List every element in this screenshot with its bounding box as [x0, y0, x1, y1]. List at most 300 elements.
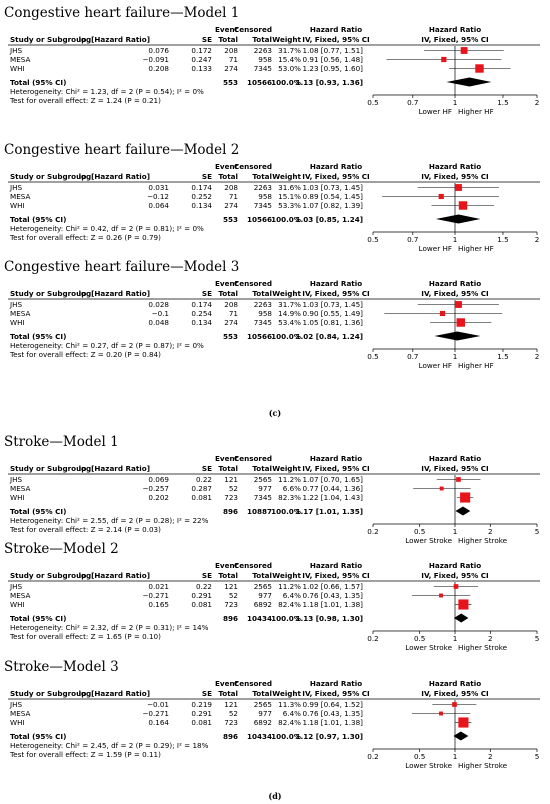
header-study: Study or Subgroup	[10, 689, 87, 698]
se-value: 0.081	[191, 718, 212, 727]
panel-title: Congestive heart failure—Model 1	[4, 5, 240, 21]
axis-left-label: Lower HF	[418, 107, 452, 116]
censored-total: 977	[258, 484, 272, 493]
se-value: 0.172	[191, 46, 212, 55]
header-event-total: Total	[218, 464, 238, 473]
hr-ci-text: 1.18 [1.01, 1.38]	[302, 718, 363, 727]
censored-total: 958	[258, 192, 272, 201]
forest-panel	[4, 434, 540, 545]
x-tick-label: 1	[452, 527, 458, 536]
study-name: JHS	[10, 475, 23, 484]
event-total: 208	[224, 46, 238, 55]
study-name: JHS	[10, 300, 23, 309]
total-label: Total (95% CI)	[10, 78, 67, 87]
x-tick-label: 2	[488, 527, 493, 536]
total-censored: 10566	[246, 78, 272, 87]
x-tick-label: 0.5	[413, 634, 426, 643]
overall-effect-text: Test for overall effect: Z = 1.24 (P = 0.21)	[10, 96, 161, 105]
se-value: 0.081	[191, 493, 212, 502]
hr-ci-text: 1.07 [0.70, 1.65]	[302, 475, 363, 484]
study-marker	[460, 492, 470, 502]
header-se: SE	[201, 571, 212, 580]
heterogeneity-text: Heterogeneity: Chi² = 2.55, df = 2 (P = 0.28); I² = 22%	[10, 516, 209, 525]
heterogeneity-text: Heterogeneity: Chi² = 2.32, df = 2 (P = 0.31); I² = 14%	[10, 623, 209, 632]
header-log-hr: log[Hazard Ratio]	[78, 35, 150, 44]
log-hr-value: 0.165	[148, 600, 169, 609]
log-hr-value: −0.1	[151, 309, 169, 318]
study-name: MESA	[10, 192, 31, 201]
weight-value: 11.2%	[278, 475, 301, 484]
overall-effect-text: Test for overall effect: Z = 0.20 (P = 0.84)	[10, 350, 161, 359]
x-tick-label: 2	[488, 752, 493, 761]
se-value: 0.22	[195, 582, 212, 591]
weight-value: 6.6%	[282, 484, 301, 493]
event-total: 208	[224, 183, 238, 192]
study-marker	[441, 57, 446, 62]
hr-ci-text: 0.76 [0.43, 1.35]	[302, 709, 363, 718]
header-weight: Weight	[272, 172, 301, 181]
hr-ci-text: 1.22 [1.04, 1.43]	[302, 493, 363, 502]
hr-ci-text: 1.05 [0.81, 1.36]	[302, 318, 363, 327]
weight-value: 6.4%	[282, 709, 301, 718]
header-censored-label: Censored	[233, 162, 272, 171]
total-censored: 10566	[246, 332, 272, 341]
study-marker	[455, 184, 462, 191]
header-log-hr: log[Hazard Ratio]	[78, 689, 150, 698]
total-diamond	[436, 215, 481, 224]
header-plot-method: IV, Fixed, 95% CI	[421, 689, 489, 698]
axis-left-label: Lower Stroke	[405, 643, 452, 652]
x-tick-label: 1	[452, 98, 458, 107]
censored-total: 977	[258, 709, 272, 718]
header-event-label: Event	[214, 454, 238, 463]
heterogeneity-text: Heterogeneity: Chi² = 1.23, df = 2 (P = 0.54); I² = 0%	[10, 87, 204, 96]
se-value: 0.291	[191, 709, 212, 718]
event-total: 121	[224, 582, 238, 591]
event-total: 52	[228, 591, 238, 600]
panel-title: Congestive heart failure—Model 3	[4, 259, 240, 275]
header-event-total: Total	[218, 289, 238, 298]
header-censored-label: Censored	[233, 279, 272, 288]
hr-ci-text: 0.99 [0.64, 1.52]	[302, 700, 363, 709]
heterogeneity-text: Heterogeneity: Chi² = 2.45, df = 2 (P = 0.29); I² = 18%	[10, 741, 209, 750]
event-total: 274	[224, 201, 238, 210]
header-weight: Weight	[272, 35, 301, 44]
hr-ci-text: 1.18 [1.01, 1.38]	[302, 600, 363, 609]
weight-value: 82.3%	[278, 493, 301, 502]
total-event: 553	[222, 78, 238, 87]
study-marker	[456, 477, 461, 482]
study-name: MESA	[10, 591, 31, 600]
header-censored-total: Total	[252, 289, 272, 298]
censored-total: 2263	[253, 183, 272, 192]
study-marker	[455, 301, 462, 308]
study-marker	[439, 594, 443, 598]
header-study: Study or Subgroup	[10, 571, 87, 580]
total-hr-ci: 1.03 [0.85, 1.24]	[295, 215, 363, 224]
header-study: Study or Subgroup	[10, 35, 87, 44]
total-diamond	[446, 78, 491, 87]
total-label: Total (95% CI)	[10, 614, 67, 623]
total-hr-ci: 1.12 [0.97, 1.30]	[295, 732, 363, 741]
weight-value: 14.9%	[278, 309, 301, 318]
x-tick-label: 1.5	[497, 352, 509, 361]
x-tick-label: 0.5	[413, 527, 426, 536]
total-diamond	[456, 507, 471, 516]
x-tick-label: 2	[534, 98, 540, 107]
study-name: WHI	[10, 718, 25, 727]
event-total: 121	[224, 700, 238, 709]
header-study: Study or Subgroup	[10, 464, 87, 473]
hr-ci-text: 1.08 [0.77, 1.51]	[302, 46, 363, 55]
total-hr-ci: 1.02 [0.84, 1.24]	[295, 332, 363, 341]
header-event-total: Total	[218, 571, 238, 580]
censored-total: 7345	[253, 201, 272, 210]
header-weight: Weight	[272, 289, 301, 298]
header-event-label: Event	[214, 25, 238, 34]
se-value: 0.134	[191, 318, 212, 327]
event-total: 274	[224, 64, 238, 73]
log-hr-value: 0.076	[148, 46, 169, 55]
header-plot-hazard-ratio: Hazard Ratio	[428, 279, 482, 288]
event-total: 723	[224, 600, 238, 609]
axis-left-label: Lower Stroke	[405, 536, 452, 545]
x-tick-label: 0.2	[367, 527, 379, 536]
x-tick-label: 2	[488, 634, 493, 643]
total-label: Total (95% CI)	[10, 215, 67, 224]
header-plot-method: IV, Fixed, 95% CI	[421, 289, 489, 298]
x-tick-label: 0.5	[367, 235, 379, 244]
se-value: 0.252	[191, 192, 212, 201]
axis-left-label: Lower HF	[418, 361, 452, 370]
event-total: 723	[224, 718, 238, 727]
se-value: 0.081	[191, 600, 212, 609]
total-event: 553	[222, 215, 238, 224]
hr-ci-text: 0.89 [0.54, 1.45]	[302, 192, 363, 201]
study-marker	[475, 64, 483, 72]
header-hazard-ratio: Hazard Ratio	[309, 679, 363, 688]
log-hr-value: 0.048	[148, 318, 169, 327]
axis-right-label: Higher Stroke	[458, 643, 508, 652]
log-hr-value: 0.028	[148, 300, 169, 309]
weight-value: 31.7%	[278, 46, 301, 55]
censored-total: 7345	[253, 64, 272, 73]
header-log-hr: log[Hazard Ratio]	[78, 464, 150, 473]
x-tick-label: 1.5	[497, 235, 509, 244]
header-event-total: Total	[218, 689, 238, 698]
weight-value: 31.7%	[278, 300, 301, 309]
header-study: Study or Subgroup	[10, 289, 87, 298]
header-hazard-ratio: Hazard Ratio	[309, 561, 363, 570]
censored-total: 958	[258, 309, 272, 318]
axis-right-label: Higher Stroke	[458, 536, 508, 545]
hr-ci-text: 1.07 [0.82, 1.39]	[302, 201, 363, 210]
se-value: 0.254	[191, 309, 212, 318]
censored-total: 2565	[253, 582, 272, 591]
weight-value: 6.4%	[282, 591, 301, 600]
x-tick-label: 5	[534, 634, 540, 643]
header-weight: Weight	[272, 464, 301, 473]
header-log-hr: log[Hazard Ratio]	[78, 289, 150, 298]
censored-total: 6892	[253, 600, 272, 609]
se-value: 0.22	[195, 475, 212, 484]
log-hr-value: 0.208	[148, 64, 169, 73]
overall-effect-text: Test for overall effect: Z = 1.65 (P = 0.10)	[10, 632, 161, 641]
header-event-total: Total	[218, 172, 238, 181]
hr-ci-text: 1.23 [0.95, 1.60]	[302, 64, 363, 73]
study-name: WHI	[10, 318, 25, 327]
log-hr-value: 0.064	[148, 201, 169, 210]
forest-panel	[4, 541, 540, 652]
study-name: MESA	[10, 709, 31, 718]
censored-total: 7345	[253, 318, 272, 327]
weight-value: 82.4%	[278, 718, 301, 727]
hr-ci-text: 0.91 [0.56, 1.48]	[302, 55, 363, 64]
study-name: WHI	[10, 201, 25, 210]
panel-title: Congestive heart failure—Model 2	[4, 142, 240, 158]
x-tick-label: 1	[452, 352, 458, 361]
total-label: Total (95% CI)	[10, 332, 67, 341]
x-tick-label: 1	[452, 235, 458, 244]
study-name: WHI	[10, 493, 25, 502]
event-total: 71	[228, 309, 238, 318]
header-event-label: Event	[214, 679, 238, 688]
weight-value: 53.3%	[278, 201, 301, 210]
header-plot-method: IV, Fixed, 95% CI	[421, 464, 489, 473]
total-weight: 100.0%	[271, 215, 301, 224]
total-weight: 100.0%	[271, 332, 301, 341]
total-hr-ci: 1.13 [0.93, 1.36]	[295, 78, 363, 87]
x-tick-label: 0.2	[367, 752, 379, 761]
log-hr-value: −0.257	[142, 484, 169, 493]
weight-value: 15.4%	[278, 55, 301, 64]
study-name: WHI	[10, 64, 25, 73]
axis-right-label: Higher HF	[458, 361, 494, 370]
x-tick-label: 0.5	[367, 352, 379, 361]
weight-value: 53.0%	[278, 64, 301, 73]
header-plot-method: IV, Fixed, 95% CI	[421, 35, 489, 44]
header-log-hr: log[Hazard Ratio]	[78, 172, 150, 181]
header-plot-method: IV, Fixed, 95% CI	[421, 172, 489, 181]
header-method: IV, Fixed, 95% CI	[302, 571, 370, 580]
header-event-label: Event	[214, 162, 238, 171]
log-hr-value: 0.069	[148, 475, 169, 484]
header-weight: Weight	[272, 689, 301, 698]
total-event: 896	[222, 614, 238, 623]
header-censored-total: Total	[252, 464, 272, 473]
total-weight: 100.0%	[271, 78, 301, 87]
study-name: MESA	[10, 484, 31, 493]
total-diamond	[454, 614, 468, 623]
total-weight: 100.0%	[271, 614, 301, 623]
study-marker	[458, 717, 468, 727]
header-log-hr: log[Hazard Ratio]	[78, 571, 150, 580]
section-label-c: (c)	[268, 408, 282, 418]
header-se: SE	[201, 689, 212, 698]
header-censored-total: Total	[252, 172, 272, 181]
study-marker	[458, 599, 468, 609]
study-name: MESA	[10, 55, 31, 64]
header-censored-label: Censored	[233, 454, 272, 463]
study-name: JHS	[10, 582, 23, 591]
log-hr-value: −0.12	[146, 192, 169, 201]
total-event: 896	[222, 732, 238, 741]
x-tick-label: 0.2	[367, 634, 379, 643]
log-hr-value: −0.271	[142, 709, 169, 718]
header-event-label: Event	[214, 561, 238, 570]
censored-total: 2263	[253, 300, 272, 309]
header-censored-label: Censored	[233, 679, 272, 688]
total-censored: 10434	[246, 732, 272, 741]
total-weight: 100.0%	[271, 732, 301, 741]
se-value: 0.174	[191, 300, 212, 309]
log-hr-value: 0.021	[148, 582, 169, 591]
weight-value: 31.6%	[278, 183, 301, 192]
study-name: MESA	[10, 309, 31, 318]
hr-ci-text: 0.77 [0.44, 1.36]	[302, 484, 363, 493]
overall-effect-text: Test for overall effect: Z = 1.59 (P = 0.11)	[10, 750, 161, 759]
hr-ci-text: 1.03 [0.73, 1.45]	[302, 300, 363, 309]
study-name: JHS	[10, 46, 23, 55]
header-plot-hazard-ratio: Hazard Ratio	[428, 561, 482, 570]
total-diamond	[453, 732, 468, 741]
header-method: IV, Fixed, 95% CI	[302, 172, 370, 181]
log-hr-value: 0.202	[148, 493, 169, 502]
overall-effect-text: Test for overall effect: Z = 0.26 (P = 0.79)	[10, 233, 161, 242]
header-hazard-ratio: Hazard Ratio	[309, 162, 363, 171]
panel-title: Stroke—Model 2	[4, 541, 119, 557]
study-marker	[439, 712, 443, 716]
event-total: 71	[228, 55, 238, 64]
header-censored-total: Total	[252, 689, 272, 698]
header-study: Study or Subgroup	[10, 172, 87, 181]
header-plot-hazard-ratio: Hazard Ratio	[428, 679, 482, 688]
header-plot-hazard-ratio: Hazard Ratio	[428, 162, 482, 171]
x-tick-label: 0.5	[413, 752, 426, 761]
header-hazard-ratio: Hazard Ratio	[309, 25, 363, 34]
x-tick-label: 0.7	[407, 352, 419, 361]
censored-total: 2565	[253, 700, 272, 709]
axis-left-label: Lower Stroke	[405, 761, 452, 770]
hr-ci-text: 1.03 [0.73, 1.45]	[302, 183, 363, 192]
weight-value: 15.1%	[278, 192, 301, 201]
study-name: JHS	[10, 700, 23, 709]
censored-total: 6892	[253, 718, 272, 727]
weight-value: 11.3%	[278, 700, 301, 709]
forest-panel	[4, 659, 540, 770]
event-total: 71	[228, 192, 238, 201]
header-se: SE	[201, 172, 212, 181]
x-tick-label: 0.7	[407, 98, 419, 107]
censored-total: 7345	[253, 493, 272, 502]
axis-right-label: Higher Stroke	[458, 761, 508, 770]
heterogeneity-text: Heterogeneity: Chi² = 0.42, df = 2 (P = 0.81); I² = 0%	[10, 224, 204, 233]
axis-right-label: Higher HF	[458, 244, 494, 253]
total-censored: 10434	[246, 614, 272, 623]
x-tick-label: 1.5	[497, 98, 509, 107]
header-se: SE	[201, 464, 212, 473]
se-value: 0.133	[191, 64, 212, 73]
study-marker	[454, 584, 459, 589]
study-marker	[459, 201, 467, 209]
log-hr-value: 0.031	[148, 183, 169, 192]
axis-right-label: Higher HF	[458, 107, 494, 116]
x-tick-label: 2	[534, 352, 540, 361]
total-censored: 10566	[246, 215, 272, 224]
event-total: 52	[228, 709, 238, 718]
header-method: IV, Fixed, 95% CI	[302, 35, 370, 44]
event-total: 121	[224, 475, 238, 484]
header-hazard-ratio: Hazard Ratio	[309, 454, 363, 463]
x-tick-label: 2	[534, 235, 540, 244]
se-value: 0.174	[191, 183, 212, 192]
total-weight: 100.0%	[271, 507, 301, 516]
header-plot-hazard-ratio: Hazard Ratio	[428, 454, 482, 463]
total-event: 553	[222, 332, 238, 341]
study-marker	[461, 47, 468, 54]
section-label-d: (d)	[268, 791, 282, 801]
total-diamond	[434, 332, 480, 341]
study-marker	[439, 194, 444, 199]
study-marker	[440, 487, 444, 491]
header-censored-total: Total	[252, 571, 272, 580]
overall-effect-text: Test for overall effect: Z = 2.14 (P = 0.03)	[10, 525, 161, 534]
header-plot-hazard-ratio: Hazard Ratio	[428, 25, 482, 34]
header-plot-method: IV, Fixed, 95% CI	[421, 571, 489, 580]
header-censored-total: Total	[252, 35, 272, 44]
se-value: 0.134	[191, 201, 212, 210]
event-total: 274	[224, 318, 238, 327]
header-event-total: Total	[218, 35, 238, 44]
log-hr-value: −0.091	[142, 55, 169, 64]
censored-total: 977	[258, 591, 272, 600]
x-tick-label: 5	[534, 752, 540, 761]
x-tick-label: 5	[534, 527, 540, 536]
total-label: Total (95% CI)	[10, 507, 67, 516]
header-se: SE	[201, 289, 212, 298]
header-hazard-ratio: Hazard Ratio	[309, 279, 363, 288]
forest-panel	[4, 5, 540, 116]
censored-total: 2263	[253, 46, 272, 55]
hr-ci-text: 0.90 [0.55, 1.49]	[302, 309, 363, 318]
weight-value: 53.4%	[278, 318, 301, 327]
header-weight: Weight	[272, 571, 301, 580]
x-tick-label: 0.5	[367, 98, 379, 107]
heterogeneity-text: Heterogeneity: Chi² = 0.27, df = 2 (P = 0.87); I² = 0%	[10, 341, 204, 350]
header-method: IV, Fixed, 95% CI	[302, 689, 370, 698]
header-method: IV, Fixed, 95% CI	[302, 289, 370, 298]
study-marker	[452, 702, 457, 707]
x-tick-label: 1	[452, 752, 458, 761]
total-event: 896	[222, 507, 238, 516]
total-hr-ci: 1.13 [0.98, 1.30]	[295, 614, 363, 623]
header-se: SE	[201, 35, 212, 44]
event-total: 52	[228, 484, 238, 493]
total-label: Total (95% CI)	[10, 732, 67, 741]
total-hr-ci: 1.17 [1.01, 1.35]	[295, 507, 363, 516]
log-hr-value: −0.271	[142, 591, 169, 600]
se-value: 0.287	[191, 484, 212, 493]
axis-left-label: Lower HF	[418, 244, 452, 253]
weight-value: 82.4%	[278, 600, 301, 609]
header-event-label: Event	[214, 279, 238, 288]
se-value: 0.291	[191, 591, 212, 600]
header-censored-label: Censored	[233, 25, 272, 34]
panel-title: Stroke—Model 3	[4, 659, 119, 675]
event-total: 723	[224, 493, 238, 502]
se-value: 0.219	[191, 700, 212, 709]
hr-ci-text: 1.02 [0.66, 1.57]	[302, 582, 363, 591]
